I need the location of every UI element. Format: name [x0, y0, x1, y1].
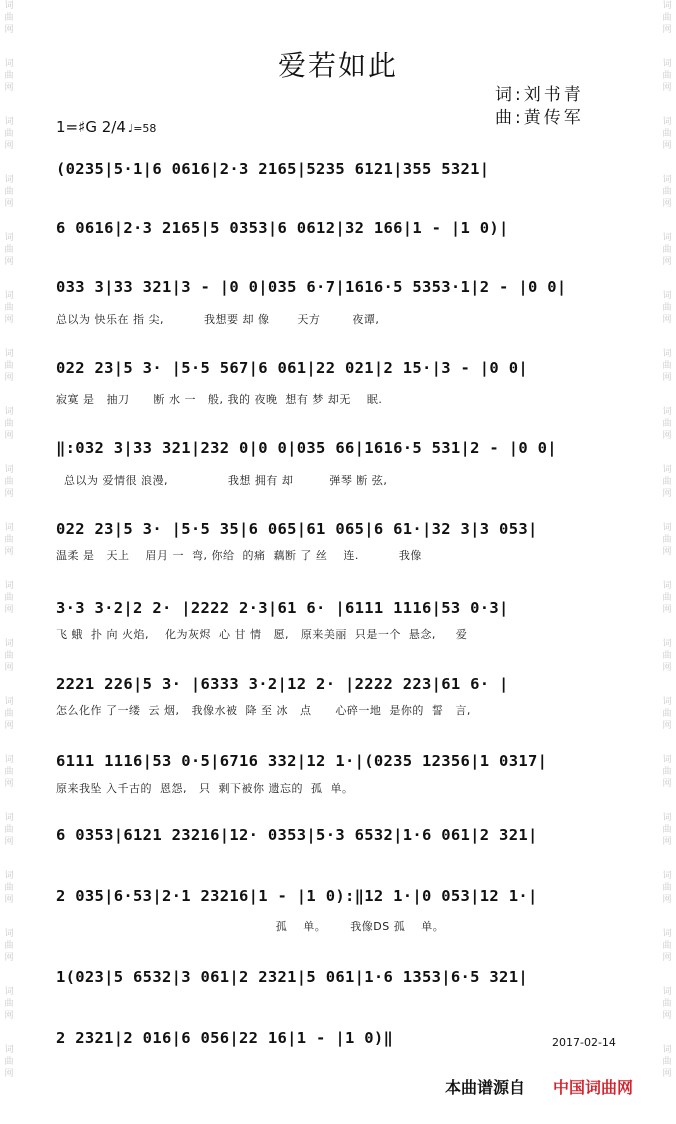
watermark-char: 网 — [662, 489, 672, 499]
watermark-group — [658, 116, 676, 174]
watermark-char: 网 — [4, 141, 14, 151]
watermark-char: 曲 — [662, 71, 672, 81]
watermark-char: 网 — [662, 1069, 672, 1079]
watermark-char: 词 — [662, 697, 672, 707]
watermark-group — [0, 1044, 18, 1102]
footer-site-link[interactable]: 中国词曲网 — [553, 1078, 634, 1097]
watermark-char: 词 — [662, 581, 672, 591]
watermark-group — [0, 464, 18, 522]
watermark-char: 曲 — [4, 71, 14, 81]
watermark-char: 词 — [4, 523, 14, 533]
watermark-char: 曲 — [4, 1057, 14, 1067]
watermark-char: 网 — [4, 605, 14, 615]
watermark-group — [0, 116, 18, 174]
notation-row-8: 2221 226|5 3· |6333 3·2|12 2· |2222 223|61 6· | — [56, 675, 509, 693]
watermark-group — [0, 406, 18, 464]
watermark-char: 网 — [662, 605, 672, 615]
watermark-char: 网 — [4, 489, 14, 499]
watermark-char: 网 — [4, 663, 14, 673]
watermark-char: 网 — [4, 721, 14, 731]
watermark-group — [658, 986, 676, 1044]
watermark-group — [658, 696, 676, 754]
watermark-group — [658, 464, 676, 522]
watermark-group — [658, 232, 676, 290]
watermark-char: 网 — [662, 83, 672, 93]
watermark-char: 网 — [4, 1011, 14, 1021]
watermark-char: 曲 — [4, 941, 14, 951]
watermark-char: 词 — [4, 1, 14, 11]
song-title: 爱若如此 — [277, 49, 398, 82]
watermark-char: 曲 — [4, 593, 14, 603]
watermark-char: 曲 — [4, 419, 14, 429]
notation-row-12: 1(023|5 6532|3 061|2 2321|5 061|1·6 1353|6·5 321| — [56, 968, 528, 986]
watermark-char: 词 — [662, 349, 672, 359]
watermark-char: 网 — [4, 315, 14, 325]
watermark-char: 曲 — [662, 419, 672, 429]
watermark-group — [0, 174, 18, 232]
watermark-char: 曲 — [662, 651, 672, 661]
watermark-group — [0, 638, 18, 696]
watermark-group — [0, 870, 18, 928]
watermark-char: 词 — [662, 407, 672, 417]
watermark-char: 网 — [662, 315, 672, 325]
watermark-char: 词 — [662, 1, 672, 11]
watermark-char: 网 — [662, 257, 672, 267]
composer-credit: 曲:黄传军 — [495, 108, 584, 128]
watermark-char: 网 — [662, 721, 672, 731]
watermark-group — [658, 754, 676, 812]
lyricist-credit: 词:刘书青 — [495, 85, 584, 105]
watermark-char: 网 — [4, 895, 14, 905]
watermark-char: 曲 — [662, 767, 672, 777]
notation-row-4: 022 23|5 3· |5·5 567|6 061|22 021|2 15·|3 - |0 0| — [56, 359, 528, 377]
watermark-char: 网 — [4, 257, 14, 267]
lyric-row-3: 总以为 快乐在 指 尖, 我想要 却 像 天方 夜谭, — [56, 313, 380, 326]
notation-row-3: 033 3|33 321|3 - |0 0|035 6·7|1616·5 5353·1|2 - |0 0| — [56, 278, 567, 296]
watermark-char: 曲 — [4, 535, 14, 545]
watermark-char: 曲 — [4, 187, 14, 197]
watermark-char: 词 — [4, 465, 14, 475]
watermark-char: 曲 — [662, 709, 672, 719]
notation-row-5: ‖:032 3|33 321|232 0|0 0|035 66|1616·5 531|2 - |0 0| — [56, 439, 557, 457]
watermark-group — [658, 638, 676, 696]
watermark-char: 曲 — [662, 883, 672, 893]
watermark-char: 曲 — [662, 129, 672, 139]
watermark-char: 曲 — [662, 593, 672, 603]
watermark-char: 网 — [662, 663, 672, 673]
key-signature: 1=♯G 2/4 — [56, 118, 126, 136]
notation-row-1: (0235|5·1|6 0616|2·3 2165|5235 6121|355 5321| — [56, 160, 490, 178]
notation-row-6: 022 23|5 3· |5·5 35|6 065|61 065|6 61·|32 3|3 053| — [56, 520, 538, 538]
watermark-group — [658, 174, 676, 232]
watermark-group — [0, 928, 18, 986]
watermark-char: 曲 — [4, 883, 14, 893]
watermark-char: 词 — [662, 291, 672, 301]
watermark-group — [658, 1044, 676, 1102]
date-stamp: 2017-02-14 — [552, 1036, 616, 1049]
watermark-group — [658, 522, 676, 580]
watermark-char: 词 — [662, 871, 672, 881]
watermark-char: 网 — [4, 83, 14, 93]
watermark-char: 曲 — [4, 361, 14, 371]
watermark-char: 网 — [662, 1011, 672, 1021]
watermark-group — [0, 812, 18, 870]
watermark-char: 曲 — [662, 941, 672, 951]
lyric-row-9: 原来我坠 入千古的 恩怨, 只 剩下被你 遗忘的 孤 单。 — [56, 782, 354, 795]
notation-row-11: 2 035|6·53|2·1 23216|1 - |1 0):‖12 1·|0 053|12 1·| — [56, 887, 538, 905]
watermark-char: 曲 — [4, 245, 14, 255]
watermark-group — [658, 580, 676, 638]
watermark-char: 曲 — [662, 361, 672, 371]
watermark-group — [0, 290, 18, 348]
watermark-char: 网 — [4, 431, 14, 441]
watermark-char: 词 — [662, 813, 672, 823]
notation-row-7: 3·3 3·2|2 2· |2222 2·3|61 6· |6111 1116|53 0·3| — [56, 599, 509, 617]
watermark-char: 词 — [4, 987, 14, 997]
watermark-char: 词 — [4, 581, 14, 591]
watermark-char: 网 — [662, 547, 672, 557]
notation-row-10: 6 0353|6121 23216|12· 0353|5·3 6532|1·6 061|2 321| — [56, 826, 538, 844]
watermark-char: 网 — [4, 779, 14, 789]
watermark-group — [0, 986, 18, 1044]
watermark-right — [658, 0, 676, 1124]
watermark-char: 曲 — [4, 129, 14, 139]
watermark-group — [658, 406, 676, 464]
watermark-group — [0, 580, 18, 638]
watermark-char: 词 — [662, 1045, 672, 1055]
watermark-char: 词 — [4, 755, 14, 765]
footer-source-text: 本曲谱源自 — [445, 1078, 526, 1097]
watermark-char: 词 — [4, 117, 14, 127]
watermark-char: 曲 — [4, 477, 14, 487]
watermark-group — [658, 290, 676, 348]
watermark-char: 曲 — [662, 187, 672, 197]
watermark-left — [0, 0, 18, 1124]
watermark-group — [658, 812, 676, 870]
watermark-group — [0, 232, 18, 290]
watermark-char: 词 — [4, 929, 14, 939]
lyric-row-7: 飞 蛾 扑 向 火焰, 化为灰烬 心 甘 情 愿, 原来美丽 只是一个 悬念, 爱 — [56, 628, 468, 641]
watermark-char: 曲 — [4, 303, 14, 313]
watermark-char: 网 — [662, 837, 672, 847]
lyric-row-11: 孤 单。 我像DS 孤 单。 — [56, 920, 445, 933]
watermark-char: 曲 — [662, 13, 672, 23]
watermark-char: 曲 — [4, 767, 14, 777]
watermark-char: 网 — [4, 953, 14, 963]
watermark-group — [0, 696, 18, 754]
watermark-char: 网 — [662, 199, 672, 209]
watermark-char: 词 — [4, 407, 14, 417]
watermark-char: 词 — [662, 639, 672, 649]
watermark-char: 词 — [4, 697, 14, 707]
notation-row-9: 6111 1116|53 0·5|6716 332|12 1·|(0235 12356|1 0317| — [56, 752, 548, 770]
watermark-char: 曲 — [662, 1057, 672, 1067]
watermark-group — [0, 348, 18, 406]
watermark-char: 曲 — [662, 477, 672, 487]
watermark-char: 曲 — [662, 535, 672, 545]
watermark-char: 词 — [4, 349, 14, 359]
watermark-char: 网 — [662, 373, 672, 383]
lyric-row-6: 温柔 是 天上 眉月 一 弯, 你给 的痛 藕断 了 丝 连. 我像 — [56, 549, 422, 562]
watermark-char: 曲 — [662, 245, 672, 255]
watermark-group — [0, 754, 18, 812]
watermark-char: 词 — [662, 755, 672, 765]
watermark-char: 曲 — [662, 303, 672, 313]
watermark-char: 词 — [4, 233, 14, 243]
watermark-char: 词 — [662, 465, 672, 475]
watermark-char: 词 — [4, 871, 14, 881]
watermark-char: 网 — [662, 779, 672, 789]
watermark-group — [0, 522, 18, 580]
watermark-char: 网 — [662, 895, 672, 905]
watermark-char: 词 — [662, 59, 672, 69]
watermark-char: 词 — [4, 291, 14, 301]
watermark-char: 词 — [662, 523, 672, 533]
watermark-char: 曲 — [4, 651, 14, 661]
watermark-char: 网 — [662, 953, 672, 963]
watermark-char: 词 — [4, 175, 14, 185]
watermark-char: 曲 — [662, 825, 672, 835]
watermark-char: 词 — [4, 639, 14, 649]
watermark-char: 词 — [662, 987, 672, 997]
watermark-char: 网 — [4, 547, 14, 557]
watermark-char: 词 — [4, 1045, 14, 1055]
watermark-char: 网 — [662, 431, 672, 441]
watermark-char: 词 — [4, 813, 14, 823]
watermark-char: 词 — [662, 175, 672, 185]
watermark-char: 曲 — [4, 709, 14, 719]
tempo-marking: ♩=58 — [128, 122, 157, 135]
lyric-row-5: 总以为 爱情很 浪漫, 我想 拥有 却 弹琴 断 弦, — [56, 474, 388, 487]
watermark-char: 词 — [662, 929, 672, 939]
watermark-char: 曲 — [4, 13, 14, 23]
watermark-char: 网 — [4, 837, 14, 847]
watermark-group — [658, 348, 676, 406]
watermark-char: 词 — [662, 117, 672, 127]
watermark-char: 词 — [662, 233, 672, 243]
watermark-char: 曲 — [4, 825, 14, 835]
watermark-char: 网 — [4, 25, 14, 35]
watermark-char: 网 — [4, 373, 14, 383]
watermark-char: 网 — [4, 199, 14, 209]
watermark-char: 曲 — [662, 999, 672, 1009]
watermark-char: 网 — [662, 25, 672, 35]
notation-row-2: 6 0616|2·3 2165|5 0353|6 0612|32 166|1 - |1 0)| — [56, 219, 509, 237]
notation-row-13: 2 2321|2 016|6 056|22 16|1 - |1 0)‖ — [56, 1029, 394, 1047]
watermark-group — [658, 928, 676, 986]
watermark-group — [658, 870, 676, 928]
watermark-char: 曲 — [4, 999, 14, 1009]
lyric-row-8: 怎么化作 了一缕 云 烟, 我像水被 降 至 冰 点 心碎一地 是你的 誓 言, — [56, 704, 471, 717]
watermark-char: 网 — [4, 1069, 14, 1079]
watermark-char: 网 — [662, 141, 672, 151]
watermark-char: 词 — [4, 59, 14, 69]
lyric-row-4: 寂寞 是 抽刀 断 水 一 般, 我的 夜晚 想有 梦 却无 眠. — [56, 393, 383, 406]
